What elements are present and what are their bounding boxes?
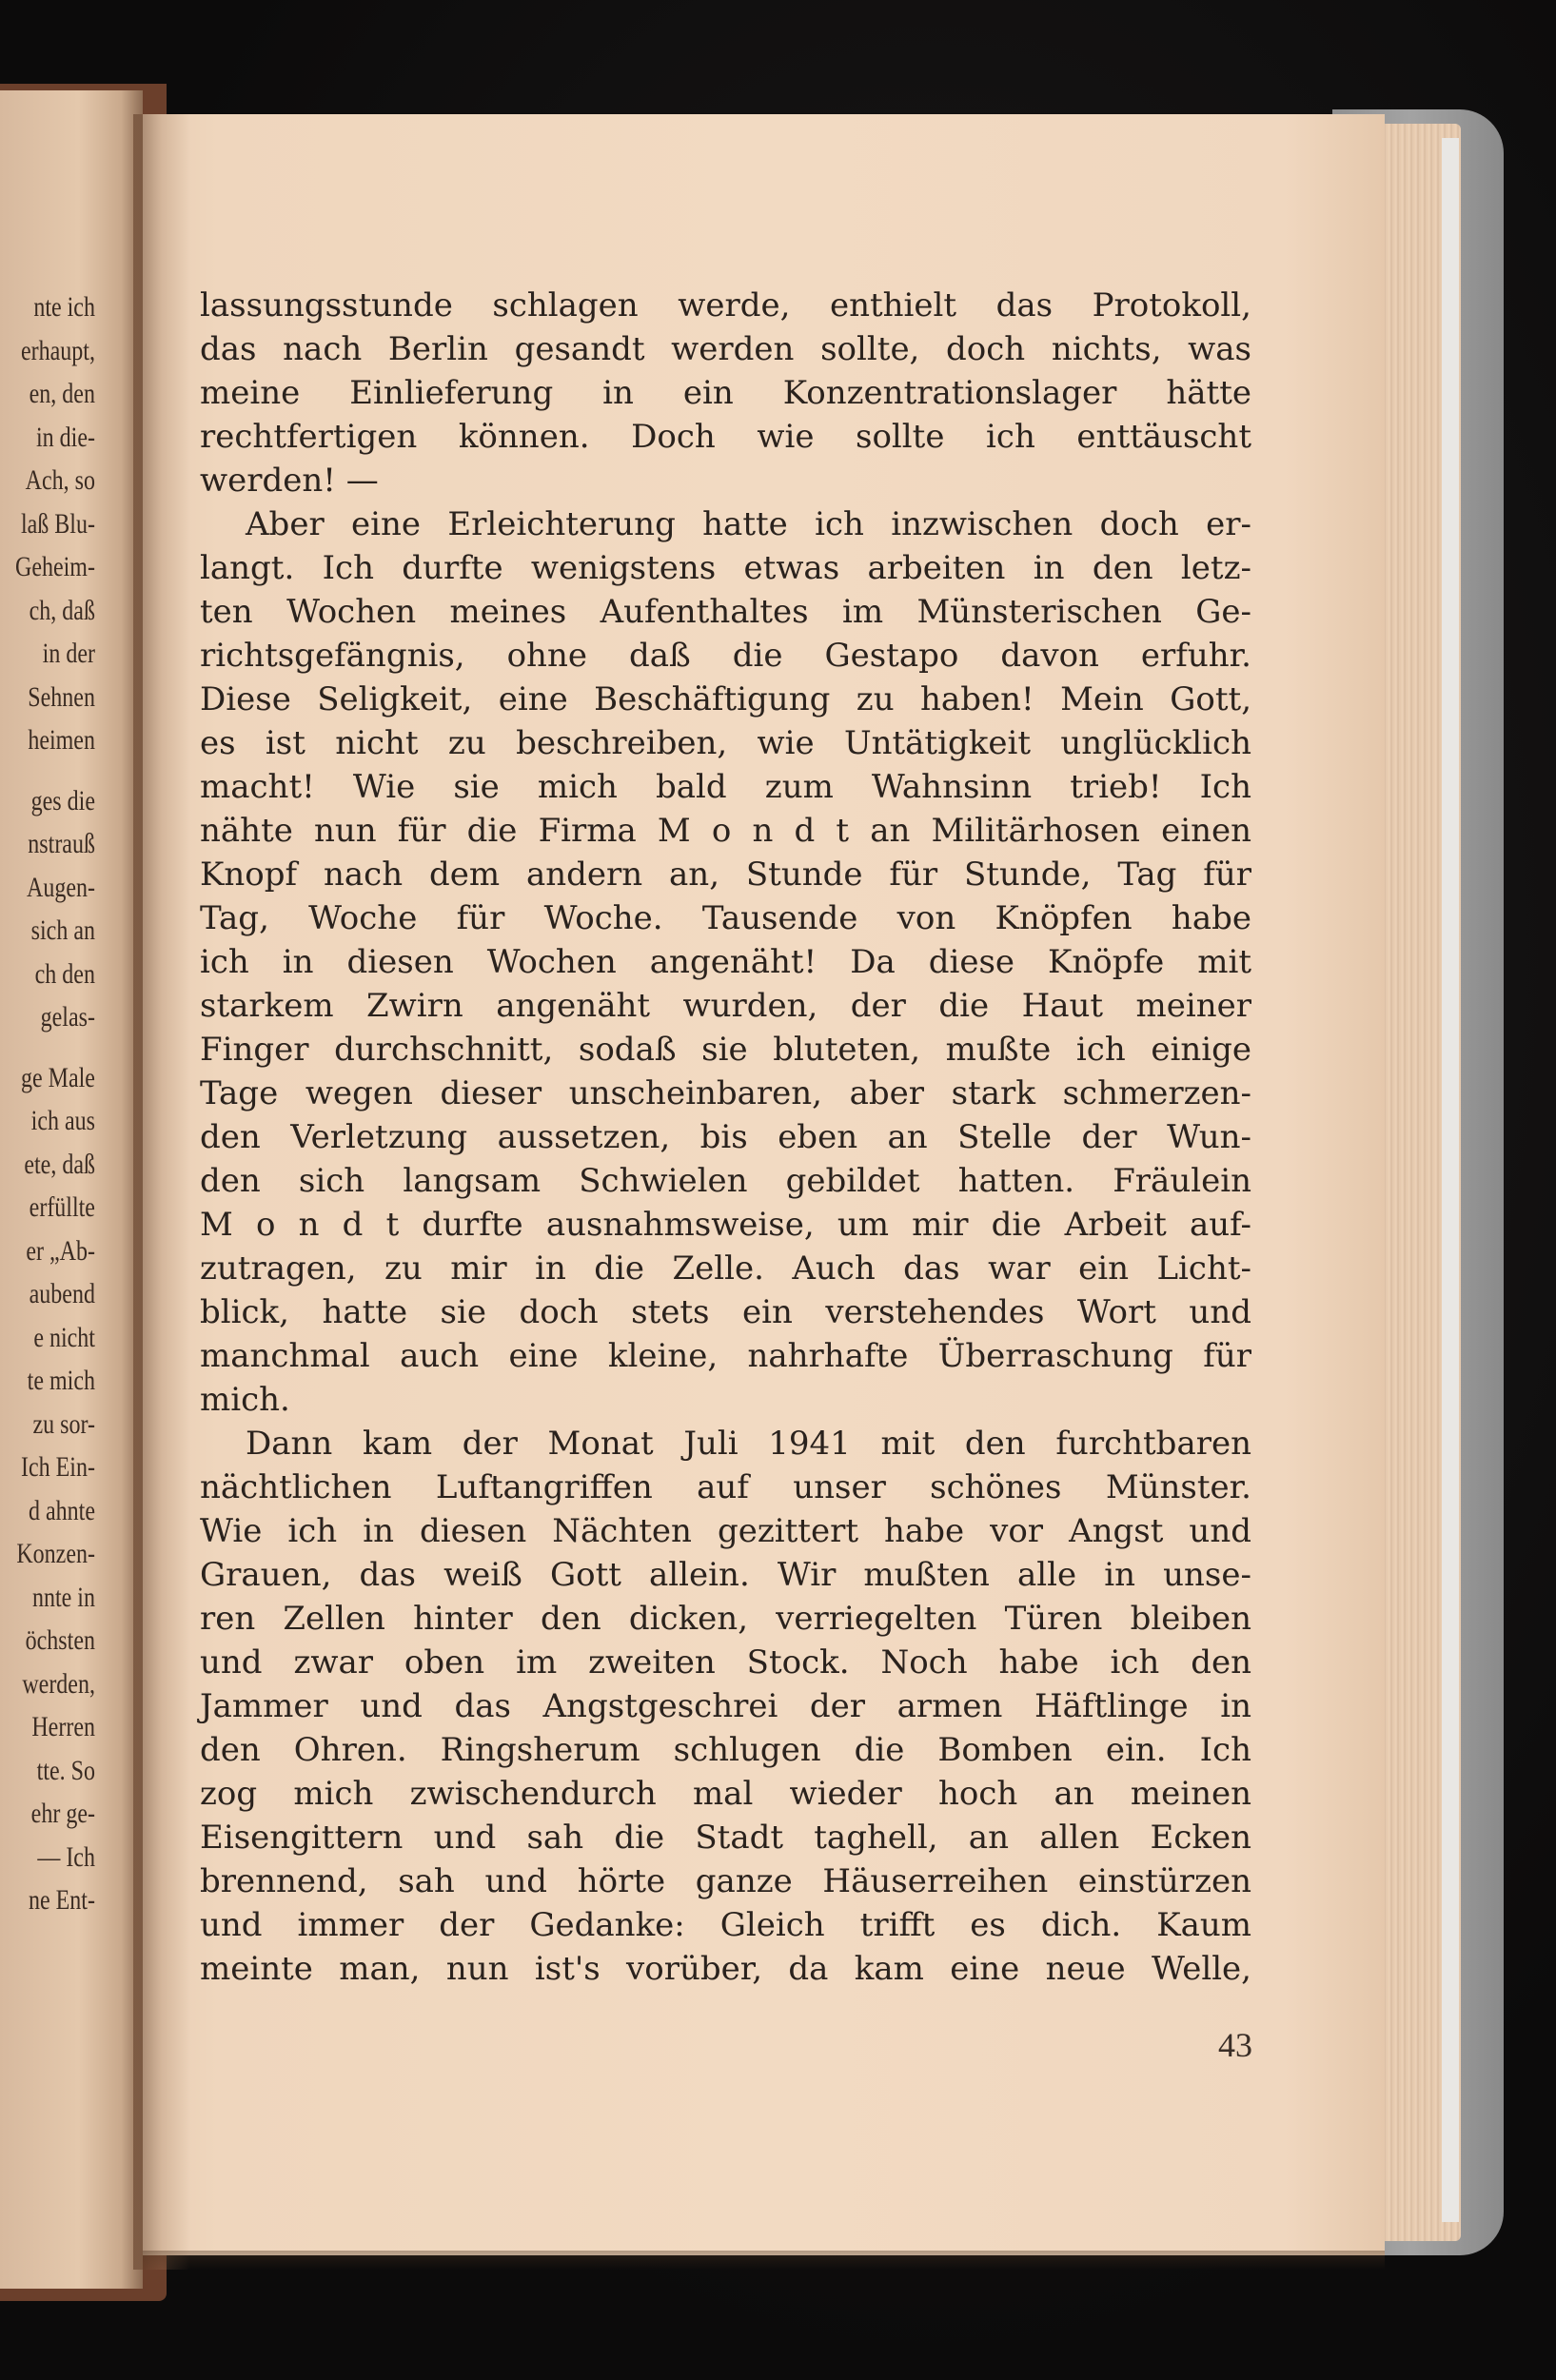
text-line: ren Zellen hinter den dicken, verriegelten Türen bleiben <box>200 1600 1251 1638</box>
text-line: den sich langsam Schwielen gebildet hatten. Fräulein <box>200 1162 1251 1200</box>
left-page-line: ch, daß <box>29 594 96 626</box>
text-line: Tage wegen dieser unscheinbaren, aber stark schmerzen- <box>200 1074 1251 1112</box>
text-line: blick, hatte sie doch stets ein verstehendes Wort und <box>200 1293 1251 1331</box>
text-line: mich. <box>200 1381 290 1419</box>
left-page-gap <box>15 1039 95 1056</box>
text-line: rechtfertigen können. Doch wie sollte ich enttäuscht <box>200 418 1251 456</box>
text-line: Wie ich in diesen Nächten gezittert habe vor Angst und <box>200 1512 1251 1550</box>
text-line: manchmal auch eine kleine, nahrhafte Überraschung für <box>200 1337 1251 1375</box>
text-line: macht! Wie sie mich bald zum Wahnsinn trieb! Ich <box>200 768 1251 806</box>
text-line: Eisengittern und sah die Stadt taghell, an allen Ecken <box>200 1819 1251 1857</box>
text-line: ich in diesen Wochen angenäht! Da diese Knöpfe mit <box>200 943 1251 981</box>
left-page-line: in die- <box>36 421 95 453</box>
text-line: meinte man, nun ist's vorüber, da kam eine neue Welle, <box>200 1950 1251 1988</box>
left-page-line: tte. So <box>36 1754 95 1786</box>
text-line: nächtlichen Luftangriffen auf unser schönes Münster. <box>200 1468 1251 1506</box>
text-line: werden! — <box>200 462 379 500</box>
text-line: starkem Zwirn angenäht wurden, der die Haut meiner <box>200 987 1251 1025</box>
text-line: den Verletzung aussetzen, bis eben an Stelle der Wun- <box>200 1118 1251 1156</box>
left-page-line: ch den <box>34 957 95 990</box>
left-page-line: Konzen- <box>16 1538 95 1569</box>
text-line: nähte nun für die Firma M o n d t an Militärhosen einen <box>200 812 1251 850</box>
text-line: meine Einlieferung in ein Konzentrationslager hätte <box>200 374 1251 412</box>
text-line: das nach Berlin gesandt werden sollte, doch nichts, was <box>200 330 1251 368</box>
page-bottom-shadow <box>143 2251 1385 2270</box>
page-stack-highlight <box>1442 138 1459 2222</box>
text-line: richtsgefängnis, ohne daß die Gestapo davon erfuhr. <box>200 637 1251 675</box>
left-page-line: ge Male <box>21 1061 95 1093</box>
text-line: und zwar oben im zweiten Stock. Noch habe ich den <box>200 1643 1251 1682</box>
left-page-line: Augen- <box>27 871 96 903</box>
text-line: lassungsstunde schlagen werde, enthielt das Protokoll, <box>200 286 1251 325</box>
left-page-line: nnte in <box>32 1581 95 1613</box>
page-number: 43 <box>1218 2026 1252 2064</box>
left-page-line: sich an <box>30 915 95 946</box>
text-line: und immer der Gedanke: Gleich trifft es dich. Kaum <box>200 1906 1251 1944</box>
left-page-line: werden, <box>22 1667 95 1700</box>
left-page-line: in der <box>42 638 95 669</box>
left-page-text <box>15 285 95 1922</box>
left-page-line: d ahnte <box>29 1494 95 1526</box>
text-line: Tag, Woche für Woche. Tausende von Knöpfen habe <box>200 899 1251 937</box>
left-page-line: gelas- <box>40 1001 95 1033</box>
text-line: brennend, sah und hörte ganze Häuserreihen einstürzen <box>200 1862 1251 1900</box>
left-page-line: Ach, so <box>25 464 95 496</box>
left-page-line: erfüllte <box>29 1191 96 1223</box>
left-page-line: Sehnen <box>28 680 95 713</box>
left-page <box>0 90 143 2289</box>
text-line: zog mich zwischendurch mal wieder hoch an meinen <box>200 1775 1251 1813</box>
text-line: Finger durchschnitt, sodaß sie bluteten, mußte ich einige <box>200 1031 1251 1069</box>
text-line: Diese Seligkeit, eine Beschäftigung zu haben! Mein Gott, <box>200 680 1251 718</box>
gutter-shadow <box>133 114 190 2270</box>
left-page-line: ges die <box>30 784 95 816</box>
left-page-line: heimen <box>28 724 95 756</box>
text-line: M o n d t durfte ausnahmsweise, um mir die Arbeit auf- <box>200 1206 1251 1244</box>
left-page-line: nstrauß <box>28 828 95 859</box>
text-line: es ist nicht zu beschreiben, wie Untätigkeit unglücklich <box>200 724 1251 762</box>
left-page-line: — Ich <box>37 1840 95 1873</box>
text-line: ten Wochen meines Aufenthaltes im Münsterischen Ge- <box>200 593 1251 631</box>
left-page-line: ete, daß <box>24 1148 96 1180</box>
left-page-line: ich aus <box>30 1105 95 1136</box>
text-line: Aber eine Erleichterung hatte ich inzwischen doch er- <box>246 505 1251 543</box>
left-page-gap <box>15 762 95 779</box>
text-line: den Ohren. Ringsherum schlugen die Bomben ein. Ich <box>200 1731 1251 1769</box>
left-page-line: te mich <box>27 1365 96 1396</box>
left-page-line: en, den <box>29 378 96 409</box>
left-page-line: ehr ge- <box>30 1798 95 1829</box>
left-page-line: Ich Ein- <box>21 1451 95 1483</box>
text-line: zutragen, zu mir in die Zelle. Auch das war ein Licht- <box>200 1249 1251 1288</box>
text-line: langt. Ich durfte wenigstens etwas arbeiten in den letz- <box>200 549 1251 587</box>
text-line: Grauen, das weiß Gott allein. Wir mußten alle in unse- <box>200 1556 1251 1594</box>
left-page-line: Herren <box>31 1711 95 1742</box>
left-page-line: laß Blu- <box>21 507 96 540</box>
left-page-line: öchsten <box>25 1624 96 1656</box>
main-text-block <box>200 284 1251 1991</box>
left-page-line: e nicht <box>33 1321 95 1353</box>
text-line: Dann kam der Monat Juli 1941 mit den furchtbaren <box>246 1425 1251 1463</box>
left-page-line: aubend <box>29 1278 96 1309</box>
text-line: Knopf nach dem andern an, Stunde für Stunde, Tag für <box>200 856 1251 894</box>
left-page-line: erhaupt, <box>21 334 95 366</box>
left-page-line: zu sor- <box>32 1407 95 1440</box>
left-page-line: ne Ent- <box>29 1884 95 1916</box>
left-page-line: er „Ab- <box>26 1234 96 1267</box>
text-line: Jammer und das Angstgeschrei der armen Häftlinge in <box>200 1687 1251 1725</box>
left-page-line: nte ich <box>33 291 95 323</box>
left-page-line: Geheim- <box>15 551 95 582</box>
